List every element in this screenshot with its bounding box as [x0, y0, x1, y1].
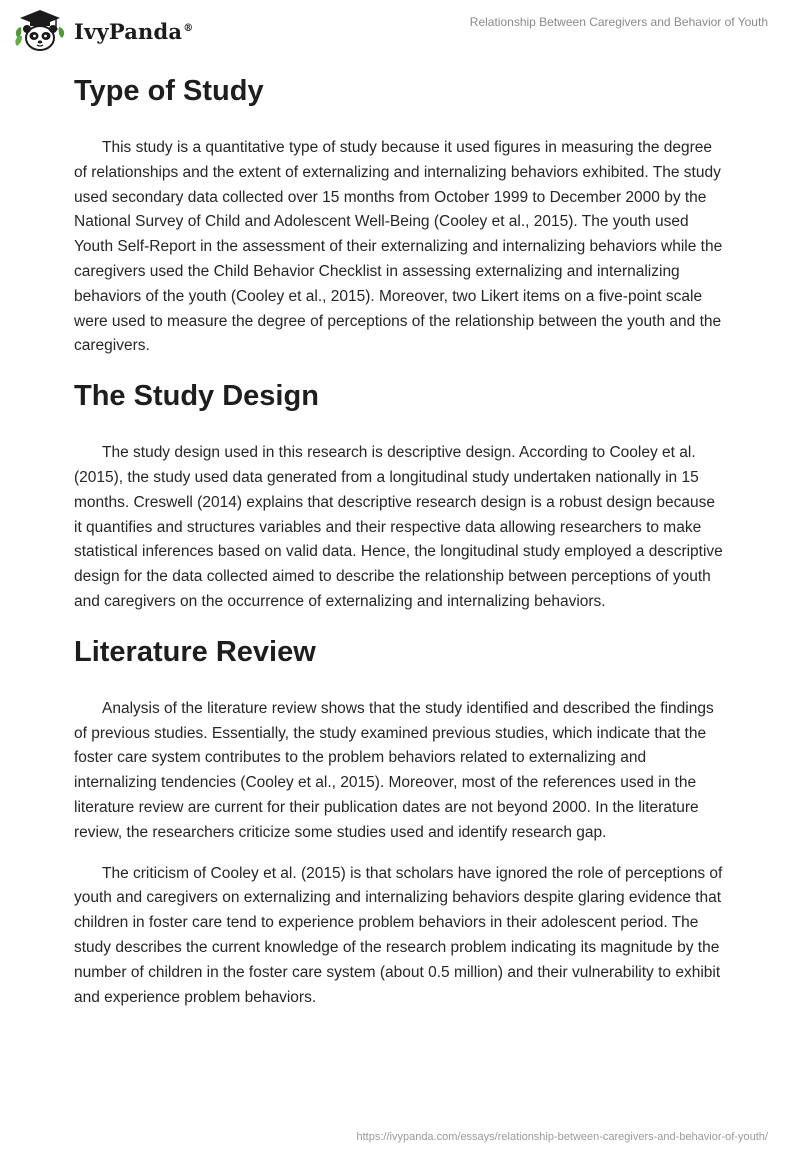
- registered-mark: ®: [183, 22, 194, 34]
- panda-graduate-icon: [14, 8, 66, 54]
- paragraph: The criticism of Cooley et al. (2015) is that scholars have ignored the role of perceptions of youth and caregivers on externalizing and internalizing behaviors despite glaring evidence that children in foster care tend to experience problem behaviors in their adolescent period. The study describes the current knowledge of the research problem indicating its magnitude by the number of children in the foster care system (about 0.5 million) and their vulnerability to exhibit and experience problem behaviors.: [74, 864, 723, 1006]
- section-study-design: [74, 375, 724, 615]
- section-heading: Literature Review: [74, 635, 316, 668]
- page-header: [0, 0, 800, 60]
- section-type-of-study: [74, 70, 724, 359]
- source-url[interactable]: https://ivypanda.com/essays/relationship-between-caregivers-and-behavior-of-youth/: [356, 1131, 768, 1143]
- section-heading: Type of Study: [74, 75, 264, 107]
- brand-name: IvyPanda®: [74, 18, 194, 44]
- ivypanda-logo[interactable]: [14, 8, 193, 54]
- running-title: Relationship Between Caregivers and Behavior of Youth: [469, 15, 768, 29]
- paragraph: This study is a quantitative type of study because it used figures in measuring the degree of relationships and the extent of externalizing and internalizing behaviors exhibited. The study used secondary data collected over 15 months from October 1999 to December 2000 by the National Survey of Child and Adolescent Well-Being (Cooley et al., 2015). The youth used Youth Self-Report in the assessment of their externalizing and internalizing behaviors while the caregivers used the Child Behavior Checklist in assessing externalizing and internalizing behaviors of the youth (Cooley et al., 2015). Moreover, two Likert items on a five-point scale were used to measure the degree of perceptions of the relationship between the youth and the caregivers.: [74, 139, 723, 355]
- essay-content: [74, 70, 724, 1026]
- paragraph: Analysis of the literature review shows that the study identified and described the findings of previous studies. Essentially, the study examined previous studies, which indicate that the foster care system contributes to the problem behaviors related to externalizing and internalizing tendencies (Cooley et al., 2015). Moreover, most of the references used in the literature review are current for their publication dates are not beyond 2000. In the literature review, the researchers criticize some studies used and identify research gap.: [74, 699, 714, 841]
- section-heading: The Study Design: [74, 380, 319, 413]
- paragraph: The study design used in this research is descriptive design. According to Cooley et al. (2015), the study used data generated from a longitudinal study undertaken nationally in 15 months. Creswell (2014) explains that descriptive research design is a robust design because it quantifies and structures variables and their respective data allowing researchers to make statistical inferences based on valid data. Hence, the longitudinal study employed a descriptive design for the data collected aimed to describe the relationship between perceptions of youth and caregivers on the occurrence of externalizing and internalizing behaviors.: [74, 444, 723, 610]
- section-literature-review: [74, 631, 724, 1011]
